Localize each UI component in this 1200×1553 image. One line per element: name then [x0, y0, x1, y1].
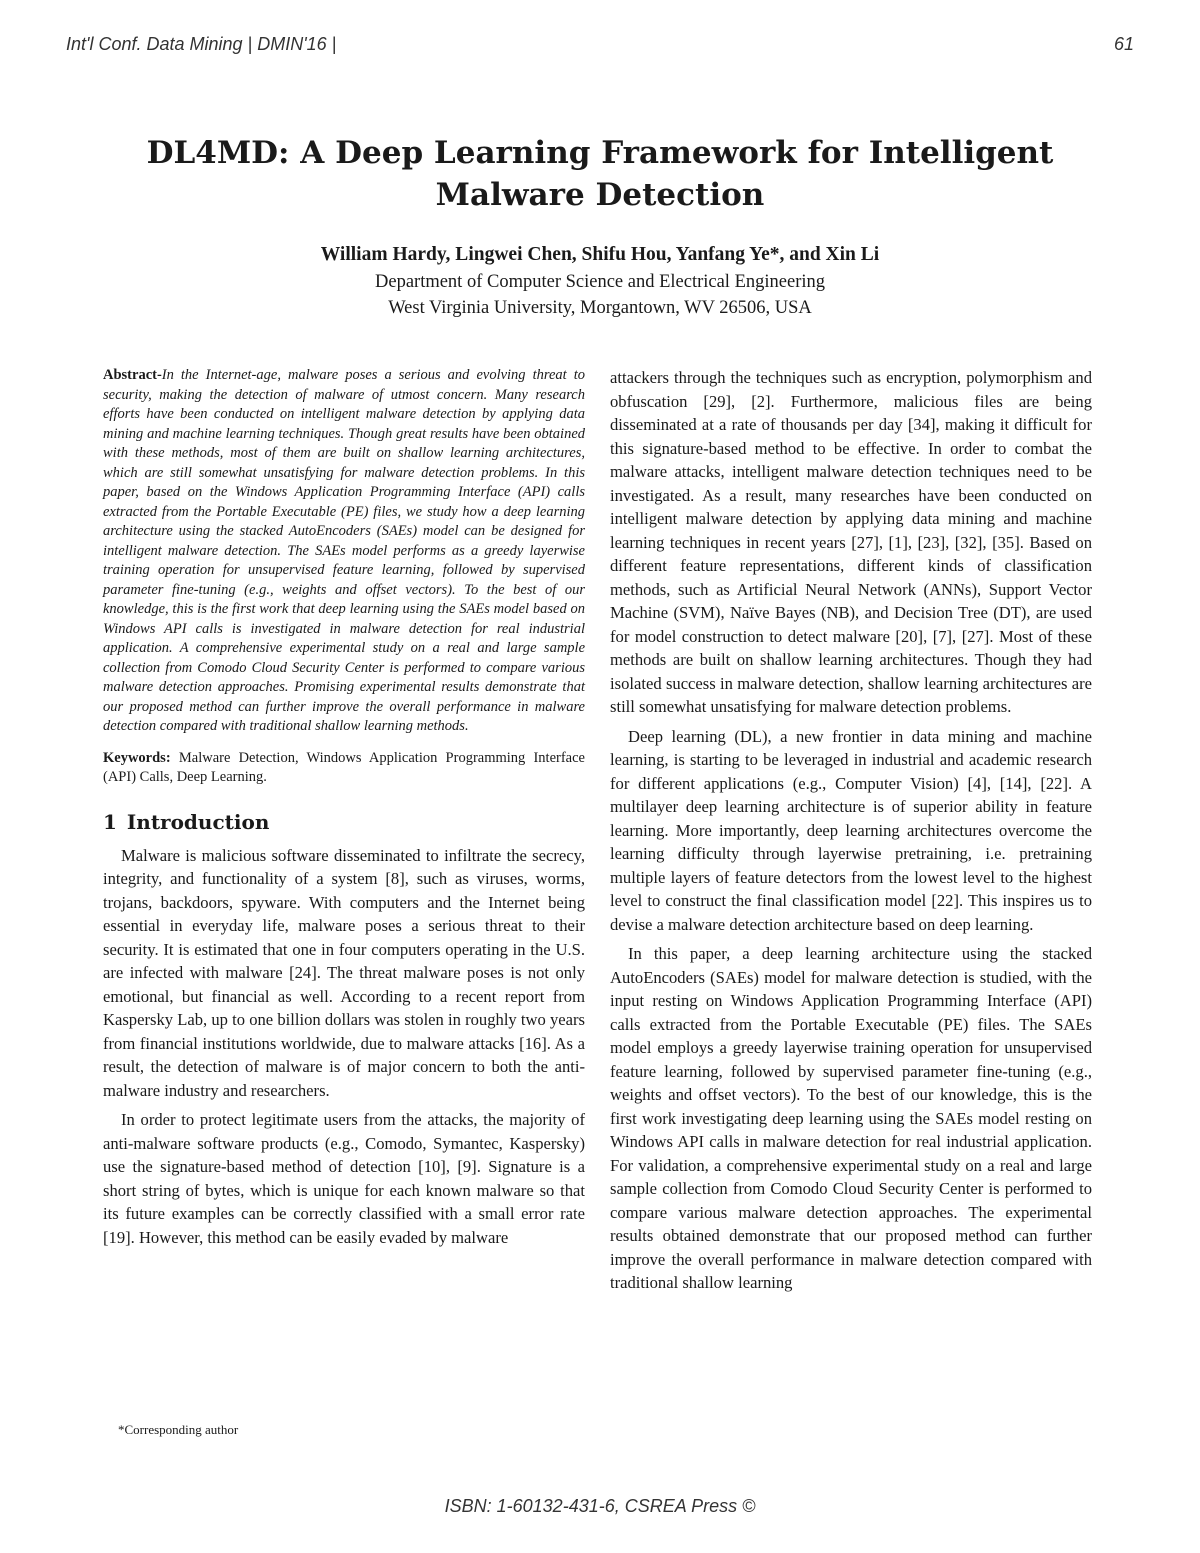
footnote: *Corresponding author [118, 1422, 239, 1437]
author-list: William Hardy, Lingwei Chen, Shifu Hou, Yanfang Ye*, and Xin Li [320, 244, 880, 265]
abstract [103, 366, 585, 737]
body-paragraph: In this paper, a deep learning architecture using the stacked AutoEncoders (SAEs) model for malware detection is studied, with the input resting on Windows Application Programming Interface (API) calls extracted from the Portable Executable (PE) files. The SAEs model employs a greedy layerwise training operation for unsupervised feature learning, followed by supervised parameter fine-tuning (e.g., weights and offset vectors). To the best of our knowledge, this is the first work investigating deep learning using the SAEs model resting on Windows API calls in malware detection for real industrial application. For validation, a comprehensive experimental study on a real and large sample collection from Comodo Cloud Security Center is performed to compare various malware detection approaches. The experimental results obtained demonstrate that our proposed method can further improve the overall performance in malware detection compared with traditional shallow learning [610, 944, 1092, 1292]
running-header [66, 34, 1134, 58]
left-column [103, 366, 585, 1255]
section-heading [103, 810, 585, 834]
affiliation-university: West Virginia University, Morgantown, WV 26506, USA [388, 298, 812, 318]
keywords-text: Malware Detection, Windows Application Programming Interface (API) Calls, Deep Learning. [103, 749, 585, 785]
right-column [610, 366, 1092, 1301]
affiliation-department: Department of Computer Science and Electrical Engineering [375, 272, 825, 292]
body-paragraph: attackers through the techniques such as encryption, polymorphism and obfuscation [29], [2]. Furthermore, malicious files are being disseminated at a rate of thousands per day [34], making it difficult for this signature-based method to be effective. In order to combat the malware attacks, intelligent malware detection techniques need to be investigated. As a result, many researches have been conducted on intelligent malware detection by applying data mining and machine learning techniques in recent years [27], [1], [23], [32], [35]. Based on different feature representations, different kinds of classification methods, such as Artificial Neural Network (ANNs), Support Vector Machine (SVM), Naïve Bayes (NB), and Decision Tree (DT), are used for model construction to detect malware [20], [7], [27]. Most of these methods are built on shallow learning architectures. Though they had isolated success in malware detection, shallow learning architectures are still somewhat unsatisfying for malware detection problems. [610, 368, 1092, 716]
paper-title: DL4MD: A Deep Learning Framework for Intelligent Malware Detection [146, 135, 1054, 213]
section-title: Introduction [126, 809, 270, 834]
body-paragraph: Deep learning (DL), a new frontier in data mining and machine learning, is starting to be leveraged in industrial and academic research for different applications (e.g., Computer Vision) [4], [14], [22]. A multilayer deep learning architecture is of superior ability in feature learning. More importantly, deep learning architectures overcome the learning difficulty through layerwise pretraining, i.e. pretraining multiple layers of feature detectors from the lowest level to the highest level to construct the final classification model [22]. This inspires us to devise a malware detection architecture based on deep learning. [610, 726, 1092, 934]
keywords [103, 749, 585, 788]
section-number: 1 [103, 809, 117, 834]
body-paragraph: Malware is malicious software disseminated to infiltrate the secrecy, integrity, and functionality of a system [8], such as viruses, worms, trojans, backdoors, spyware. With computers and the Internet being essential in everyday life, malware poses a serious threat to their security. It is estimated that one in four computers operating in the U.S. are infected with malware [24]. The threat malware poses is not only emotional, but financial as well. According to a recent report from Kaspersky Lab, up to one billion dollars was stolen in roughly two years from financial institutions worldwide, due to malware attacks [16]. As a result, the detection of malware is of major concern to both the anti-malware industry and researchers. [103, 845, 585, 1100]
header-conference: Int'l Conf. Data Mining | DMIN'16 | [66, 34, 337, 54]
header-page-number: 61 [1113, 34, 1134, 54]
abstract-label: Abstract- [103, 367, 162, 383]
page-footer: ISBN: 1-60132-431-6, CSREA Press © [444, 1496, 756, 1516]
body-paragraph: In order to protect legitimate users from the attacks, the majority of anti-malware software products (e.g., Comodo, Symantec, Kaspersky) use the signature-based method of detection [10], [9]. Signature is a short string of bytes, which is unique for each known malware so that its future examples can be correctly classified with a small error rate [19]. However, this method can be easily evaded by malware [103, 1110, 585, 1247]
keywords-label: Keywords: [103, 749, 171, 766]
abstract-text: In the Internet-age, malware poses a serious and evolving threat to security, making the detection of malware of utmost concern. Many research efforts have been conducted on intelligent malware detection by applying data mining and machine learning techniques. Though great results have been obtained with these methods, most of them are built on shallow learning architectures, which are still somewhat unsatisfying for malware detection problems. In this paper, based on the Windows Application Programming Interface (API) calls extracted from the Portable Executable (PE) files, we study how a deep learning architecture using the stacked AutoEncoders (SAEs) model can be designed for intelligent malware detection. The SAEs model performs as a greedy layerwise training operation for unsupervised feature learning, followed by supervised parameter fine-tuning (e.g., weights and offset vectors). To the best of our knowledge, this is the first work that deep learning using the SAEs model based on Windows API calls is investigated in malware detection for real industrial application. A comprehensive experimental study on a real and large sample collection from Comodo Cloud Security Center is performed to compare various malware detection approaches. Promising experimental results demonstrate that our proposed method can further improve the overall performance in malware detection compared with traditional shallow learning methods. [103, 367, 585, 734]
